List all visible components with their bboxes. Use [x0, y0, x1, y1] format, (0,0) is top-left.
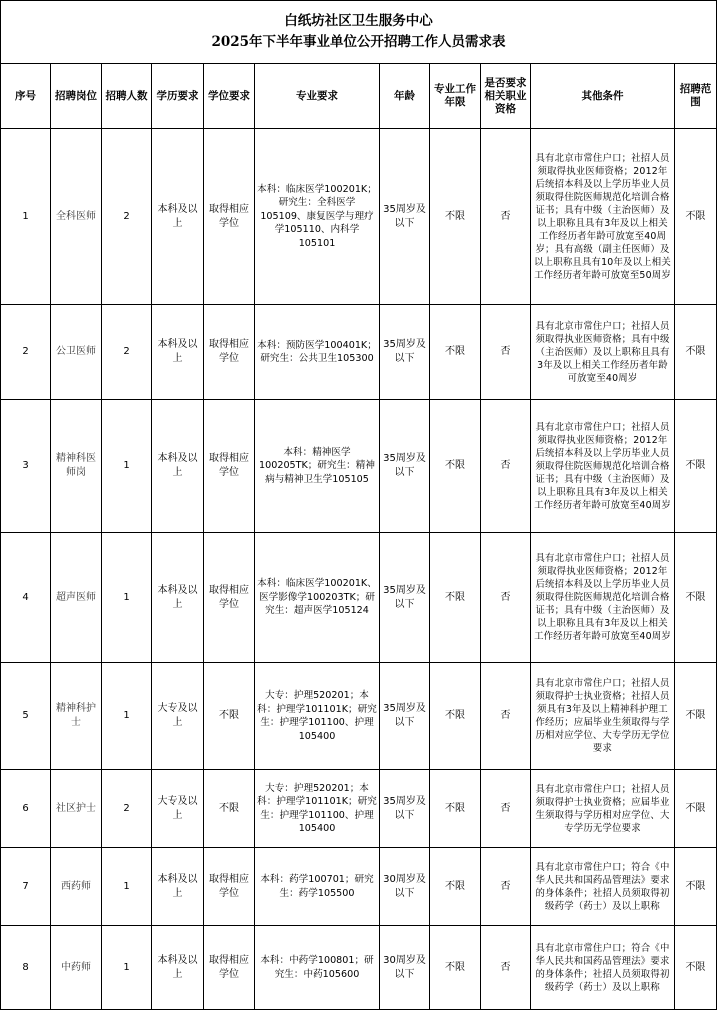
cell-degree: 取得相应学位 [204, 400, 255, 533]
cell-education: 本科及以上 [152, 400, 204, 533]
table-title [1, 1, 717, 64]
cell-post: 中药师 [51, 926, 102, 1010]
cell-major: 本科：中药学100801；研究生：中药105600 [255, 926, 380, 1010]
cell-major: 大专：护理520201；本科：护理学101101K；研究生：护理学101100、护理105400 [255, 663, 380, 770]
header-post: 招聘岗位 [51, 64, 102, 129]
cell-scope: 不限 [675, 663, 717, 770]
table-row [1, 400, 717, 533]
cell-certificate: 否 [481, 848, 531, 926]
cell-certificate: 否 [481, 400, 531, 533]
cell-scope: 不限 [675, 770, 717, 848]
cell-other: 具有北京市常住户口；社招人员须取得执业医师资格；2012年后统招本科及以上学历毕业人员须取得住院医师规范化培训合格证书；具有中级（主治医师）及以上职称且具有3年及以上相关工作经历者年龄可放宽至40周岁 [531, 533, 675, 663]
cell-degree: 取得相应学位 [204, 848, 255, 926]
cell-post: 公卫医师 [51, 305, 102, 400]
cell-work-years: 不限 [430, 663, 481, 770]
cell-degree: 不限 [204, 663, 255, 770]
cell-degree: 不限 [204, 770, 255, 848]
cell-major: 本科：预防医学100401K；研究生：公共卫生105300 [255, 305, 380, 400]
cell-count: 2 [102, 129, 152, 305]
cell-age: 35周岁及以下 [380, 533, 430, 663]
header-degree: 学位要求 [204, 64, 255, 129]
cell-other: 具有北京市常住户口；社招人员须取得护士执业资格；社招人员须具有3年及以上精神科护理工作经历；应届毕业生须取得与学历相对应学位、大专学历无学位要求 [531, 663, 675, 770]
cell-count: 1 [102, 533, 152, 663]
cell-education: 本科及以上 [152, 848, 204, 926]
cell-post: 社区护士 [51, 770, 102, 848]
table-row [1, 770, 717, 848]
cell-no: 4 [1, 533, 51, 663]
cell-work-years: 不限 [430, 400, 481, 533]
header-education: 学历要求 [152, 64, 204, 129]
cell-certificate: 否 [481, 305, 531, 400]
cell-age: 35周岁及以下 [380, 663, 430, 770]
header-certificate: 是否要求相关职业资格 [481, 64, 531, 129]
cell-degree: 取得相应学位 [204, 533, 255, 663]
cell-scope: 不限 [675, 848, 717, 926]
cell-major: 大专：护理520201；本科：护理学101101K；研究生：护理学101100、护理105400 [255, 770, 380, 848]
cell-count: 1 [102, 926, 152, 1010]
cell-no: 1 [1, 129, 51, 305]
cell-other: 具有北京市常住户口；社招人员须取得护士执业资格；应届毕业生须取得与学历相对应学位、大专学历无学位要求 [531, 770, 675, 848]
cell-education: 大专及以上 [152, 770, 204, 848]
table-row [1, 663, 717, 770]
cell-education: 本科及以上 [152, 305, 204, 400]
header-count: 招聘人数 [102, 64, 152, 129]
cell-post: 西药师 [51, 848, 102, 926]
cell-scope: 不限 [675, 533, 717, 663]
cell-scope: 不限 [675, 400, 717, 533]
cell-age: 35周岁及以下 [380, 400, 430, 533]
cell-age: 35周岁及以下 [380, 129, 430, 305]
cell-work-years: 不限 [430, 305, 481, 400]
header-work-years: 专业工作年限 [430, 64, 481, 129]
cell-certificate: 否 [481, 770, 531, 848]
cell-count: 1 [102, 663, 152, 770]
cell-scope: 不限 [675, 305, 717, 400]
cell-scope: 不限 [675, 926, 717, 1010]
cell-major: 本科：精神医学100205TK；研究生：精神病与精神卫生学105105 [255, 400, 380, 533]
header-no: 序号 [1, 64, 51, 129]
cell-age: 30周岁及以下 [380, 848, 430, 926]
header-age: 年龄 [380, 64, 430, 129]
cell-work-years: 不限 [430, 770, 481, 848]
cell-work-years: 不限 [430, 129, 481, 305]
cell-other: 具有北京市常住户口；符合《中华人民共和国药品管理法》要求的身体条件；社招人员须取得初级药学（药士）及以上职称 [531, 926, 675, 1010]
cell-certificate: 否 [481, 129, 531, 305]
table-row [1, 848, 717, 926]
cell-certificate: 否 [481, 663, 531, 770]
table-row [1, 129, 717, 305]
title-line-1: 白纸坊社区卫生服务中心 [284, 13, 433, 29]
header-row [1, 64, 717, 129]
cell-work-years: 不限 [430, 848, 481, 926]
cell-work-years: 不限 [430, 533, 481, 663]
cell-other: 具有北京市常住户口；社招人员须取得执业医师资格；具有中级（主治医师）及以上职称且具有3年及以上相关工作经历者年龄可放宽至40周岁 [531, 305, 675, 400]
cell-no: 3 [1, 400, 51, 533]
cell-degree: 取得相应学位 [204, 305, 255, 400]
cell-no: 7 [1, 848, 51, 926]
table-row [1, 926, 717, 1010]
title-line-2: 2025年下半年事业单位公开招聘工作人员需求表 [211, 34, 506, 50]
cell-major: 本科：临床医学100201K、医学影像学100203TK；研究生：超声医学105124 [255, 533, 380, 663]
table-row [1, 533, 717, 663]
cell-major: 本科：临床医学100201K；研究生：全科医学105109、康复医学与理疗学105110、内科学105101 [255, 129, 380, 305]
cell-education: 大专及以上 [152, 663, 204, 770]
cell-scope: 不限 [675, 129, 717, 305]
cell-age: 35周岁及以下 [380, 770, 430, 848]
cell-post: 超声医师 [51, 533, 102, 663]
cell-count: 2 [102, 770, 152, 848]
cell-count: 1 [102, 848, 152, 926]
cell-no: 2 [1, 305, 51, 400]
cell-certificate: 否 [481, 926, 531, 1010]
cell-degree: 取得相应学位 [204, 926, 255, 1010]
cell-age: 30周岁及以下 [380, 926, 430, 1010]
cell-education: 本科及以上 [152, 926, 204, 1010]
cell-post: 全科医师 [51, 129, 102, 305]
cell-certificate: 否 [481, 533, 531, 663]
cell-major: 本科：药学100701；研究生：药学105500 [255, 848, 380, 926]
cell-count: 1 [102, 400, 152, 533]
cell-education: 本科及以上 [152, 129, 204, 305]
header-major: 专业要求 [255, 64, 380, 129]
table-row [1, 305, 717, 400]
cell-other: 具有北京市常住户口；符合《中华人民共和国药品管理法》要求的身体条件；社招人员须取得初级药学（药士）及以上职称 [531, 848, 675, 926]
header-other: 其他条件 [531, 64, 675, 129]
cell-education: 本科及以上 [152, 533, 204, 663]
cell-no: 6 [1, 770, 51, 848]
cell-work-years: 不限 [430, 926, 481, 1010]
cell-no: 5 [1, 663, 51, 770]
cell-no: 8 [1, 926, 51, 1010]
cell-other: 具有北京市常住户口；社招人员须取得执业医师资格；2012年后统招本科及以上学历毕业人员须取得住院医师规范化培训合格证书；具有中级（主治医师）及以上职称且具有3年及以上相关工作经历者年龄可放宽至40周岁 [531, 400, 675, 533]
header-scope: 招聘范围 [675, 64, 717, 129]
cell-count: 2 [102, 305, 152, 400]
cell-post: 精神科护士 [51, 663, 102, 770]
cell-other: 具有北京市常住户口；社招人员须取得执业医师资格；2012年后统招本科及以上学历毕业人员须取得住院医师规范化培训合格证书；具有中级（主治医师）及以上职称且具有3年及以上相关工作经历者年龄可放宽至40周岁；具有高级（副主任医师）及以上职称且具有10年及以上相关工作经历者年龄可放宽至50周岁 [531, 129, 675, 305]
cell-age: 35周岁及以下 [380, 305, 430, 400]
cell-post: 精神科医师岗 [51, 400, 102, 533]
cell-degree: 取得相应学位 [204, 129, 255, 305]
